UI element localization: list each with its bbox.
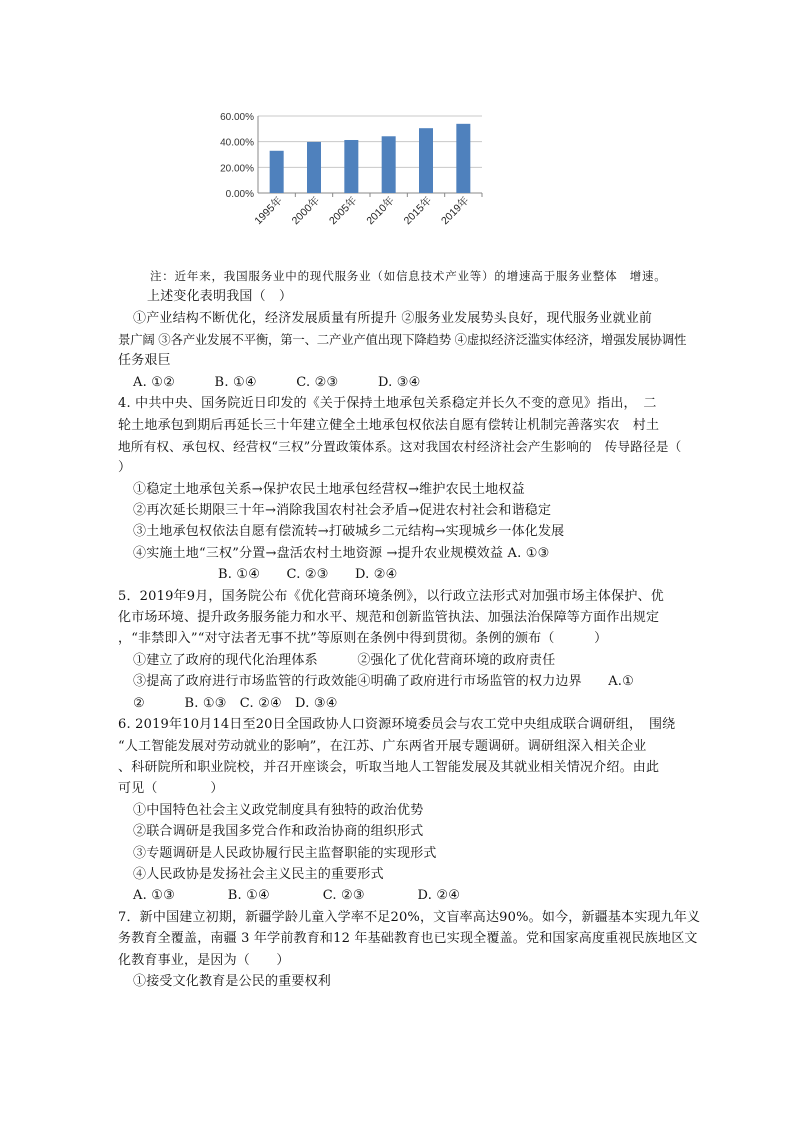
q6-statement-3: ③专题调研是人民政协履行民主监督职能的实现形式 [133, 846, 437, 861]
question-7-stem-line-2: 务教育全覆盖，南疆 3 年学前教育和12 年基础教育也已实现全覆盖。党和国家高度重视民族地区文 [118, 931, 698, 946]
q6-statement-4: ④人民政协是发扬社会主义民主的重要形式 [133, 867, 384, 882]
bar [270, 151, 284, 193]
q3-statements-line-1: ①产业结构不断优化，经济发展质量有所提升 ②服务业发展势头良好，现代服务业就业前 [133, 311, 653, 326]
question-4-stem-line-3: 地所有权、承包权、经营权“三权”分置政策体系。这对我国农村经济社会产生影响的 传导路径是（ [118, 439, 682, 454]
q5-statements-line-1: ①建立了政府的现代化治理体系 ②强化了优化营商环境的政府责任 [133, 653, 556, 668]
question-5-stem-line-3: ，“非禁即入”“对守法者无事不扰”等原则在条例中得到贯彻。条例的颁布（ ） [118, 631, 608, 646]
x-tick-label: 2005年 [327, 194, 360, 228]
q4-statement-3: ③土地承包权依法自愿有偿流转→打破城乡二元结构→实现城乡一体化发展 [133, 524, 565, 539]
y-tick-label: 40.00% [220, 137, 254, 149]
q3-statements-line-3: 任务艰巨 [118, 353, 171, 368]
question-6-stem-line-2: “人工智能发展对劳动就业的影响”，在江苏、广东两省开展专题调研。调研组深入相关企业 [118, 739, 647, 754]
x-tick-label: 2010年 [364, 194, 397, 228]
question-5-stem-line-2: 化市场环境、提升政务服务能力和水平、规范和创新监管执法、加强法治保障等方面作出规定 [118, 610, 660, 625]
bar [419, 128, 433, 193]
y-tick-label: 60.00% [220, 112, 254, 123]
question-6-stem-line-3: 、科研院所和职业院校，并召开座谈会，听取当地人工智能发展及其就业相关情况介绍。由此 [118, 760, 660, 775]
bar-chart [200, 105, 500, 255]
q4-options: B. ①④ C. ②③ D. ②④ [218, 567, 398, 582]
q4-statement-1: ①稳定土地承包关系→保护农民土地承包经营权→维护农民土地权益 [133, 482, 525, 497]
bar [382, 136, 396, 193]
bar-chart-svg [200, 105, 500, 255]
question-5-stem-line-1: 5．2019年9月，国务院公布《优化营商环境条例》，以行政立法形式对加强市场主体保护、优 [118, 589, 664, 604]
question-4-stem-line-2: 轮土地承包到期后再延长三十年建立健全土地承包权依法自愿有偿转让机制完善落实农 村土 [118, 418, 660, 433]
bar [307, 142, 321, 193]
question-7-stem-line-3: 化教育事业，是因为（ ） [118, 953, 290, 968]
q4-statement-4: ④实施土地“三权”分置→盘活农村土地资源 →提升农业规模效益 A. ①③ [133, 546, 550, 561]
x-tick-label: 2019年 [439, 194, 472, 228]
x-tick-label: 1995年 [252, 194, 285, 228]
x-tick-label: 2015年 [401, 194, 435, 228]
question-6-stem-line-4: 可见（ ） [118, 781, 224, 796]
q5-options: ② B. ①③ C. ②④ D. ③④ [133, 696, 338, 711]
bar [344, 140, 358, 193]
question-4-stem-line-4: ） [118, 460, 132, 475]
bar [456, 124, 470, 193]
q6-options: A. ①③ B. ①④ C. ②③ D. ②④ [133, 888, 461, 903]
question-4-stem-line-1: 4. 中共中央、国务院近日印发的《关于保持土地承包关系稳定并长久不变的意见》指出， 二 [118, 396, 657, 411]
q3-options: A. ①② B. ①④ C. ②③ D. ③④ [133, 375, 421, 390]
y-tick-label: 20.00% [220, 163, 254, 175]
q5-statements-line-2: ③提高了政府进行市场监管的行政效能④明确了政府进行市场监管的权力边界 A.① [133, 674, 634, 689]
question-6-stem-line-1: 6. 2019年10月14日至20日全国政协人口资源环境委员会与农工党中央组成联合调研组， 围绕 [118, 717, 676, 732]
x-tick-label: 2000年 [289, 194, 323, 228]
q6-statement-2: ②联合调研是我国多党合作和政治协商的组织形式 [133, 824, 424, 839]
y-tick-label: 0.00% [225, 189, 254, 200]
q4-statement-2: ②再次延长期限三十年→消除我国农村社会矛盾→促进农村社会和谐稳定 [133, 503, 552, 518]
q6-statement-1: ①中国特色社会主义政党制度具有独特的政治优势 [133, 803, 424, 818]
question-7-stem-line-1: 7．新中国建立初期，新疆学龄儿童入学率不足20%，文盲率高达90%。如今，新疆基本实现九年义 [118, 910, 701, 925]
chart-note: 注：近年来，我国服务业中的现代服务业（如信息技术产业等）的增速高于服务业整体 增速。 [150, 269, 667, 283]
question-3-stem: 上述变化表明我国（ ） [147, 289, 293, 304]
q3-statements-line-2: 景广阔 ③各产业发展不平衡，第一、二产业产值出现下降趋势 ④虚拟经济泛滥实体经济，增强发展协调性 [118, 332, 687, 347]
q7-statement-1: ①接受文化教育是公民的重要权利 [133, 974, 332, 989]
